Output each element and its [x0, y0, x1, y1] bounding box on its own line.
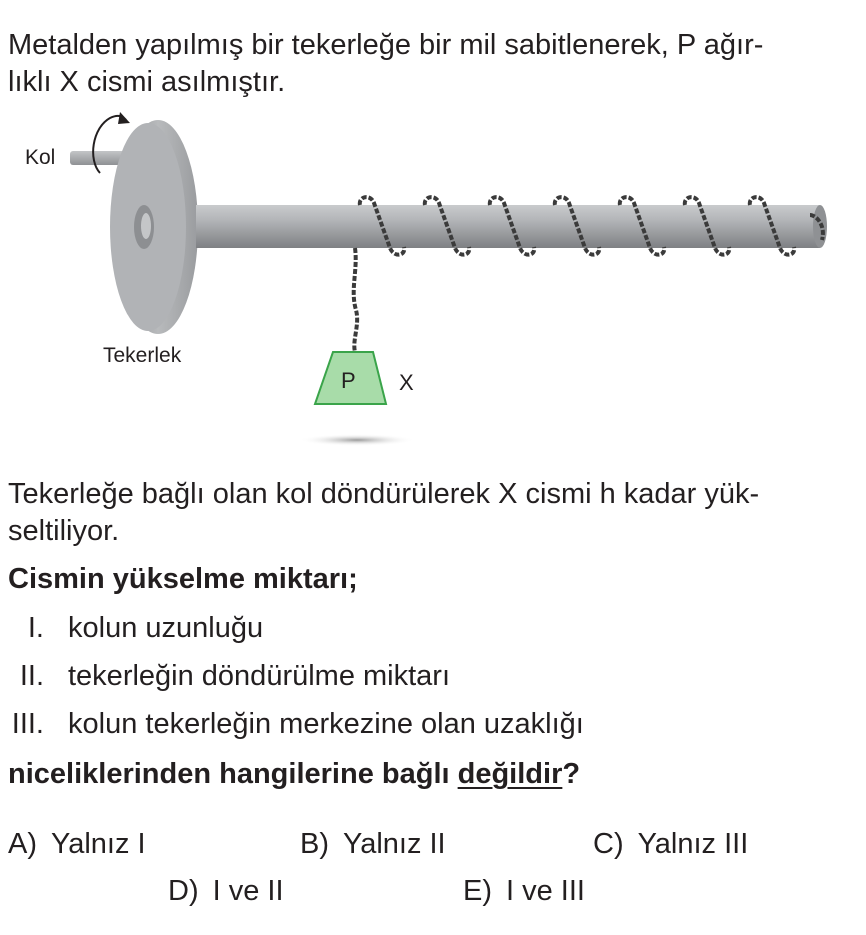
- description-line-2: seltiliyor.: [8, 515, 120, 547]
- object-label: X: [399, 370, 414, 395]
- option-text: Yalnız II: [343, 828, 446, 860]
- item-text: kolun uzunluğu: [68, 612, 264, 644]
- option-a[interactable]: [8, 826, 146, 862]
- wheel-axle-figure: [0, 0, 866, 460]
- option-text: Yalnız III: [637, 828, 749, 860]
- question-heading: Cismin yükselme miktarı;: [8, 563, 358, 595]
- option-label: D): [168, 875, 199, 907]
- hanging-rope: [354, 248, 357, 352]
- item-number: III.: [11, 708, 44, 740]
- weight-shadow: [299, 434, 415, 446]
- option-label: B): [300, 828, 329, 860]
- question-prompt: [8, 756, 580, 792]
- option-b[interactable]: [300, 826, 446, 862]
- option-label: C): [593, 828, 624, 860]
- wheel-label: Tekerlek: [103, 344, 182, 367]
- option-e[interactable]: [463, 873, 585, 909]
- kol-label: Kol: [25, 146, 56, 169]
- rotation-arrowhead-icon: [118, 112, 130, 124]
- item-number: I.: [27, 612, 44, 644]
- option-label: E): [463, 875, 492, 907]
- item-text: kolun tekerleğin merkezine olan uzaklığı: [68, 708, 584, 740]
- wheel: [110, 120, 198, 334]
- prompt-main: niceliklerinden hangilerine bağlı: [8, 758, 458, 790]
- option-label: A): [8, 828, 37, 860]
- weight-label: P: [341, 368, 356, 393]
- description-line-1: Tekerleğe bağlı olan kol döndürülerek X cismi h kadar yük-: [8, 478, 760, 510]
- option-text: I ve III: [506, 875, 585, 907]
- option-text: Yalnız I: [51, 828, 146, 860]
- intro-line-1: Metalden yapılmış bir tekerleğe bir mil sabitlenerek, P ağır-: [8, 29, 764, 61]
- option-text: I ve II: [212, 875, 284, 907]
- intro-line-2: lıklı X cismi asılmıştır.: [8, 66, 286, 98]
- item-number: II.: [19, 660, 44, 692]
- option-c[interactable]: [593, 826, 748, 862]
- prompt-emphasis: değildir: [457, 758, 563, 790]
- option-d[interactable]: [168, 873, 284, 909]
- item-text: tekerleğin döndürülme miktarı: [68, 660, 451, 692]
- prompt-end: ?: [562, 758, 581, 790]
